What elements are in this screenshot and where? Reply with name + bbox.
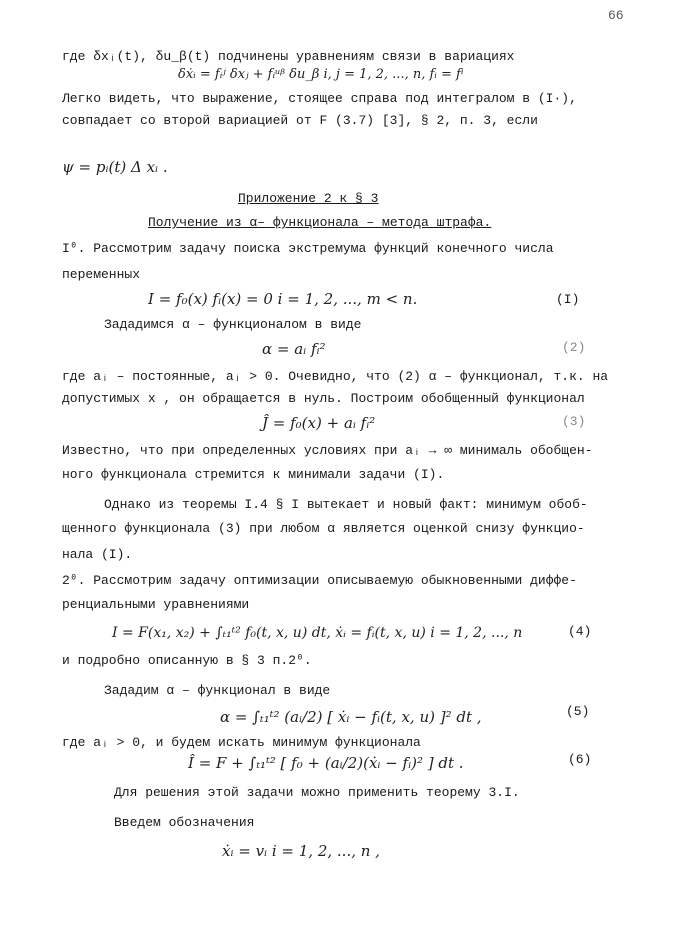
text-line-20: нала (I).	[62, 547, 133, 562]
text-line-29: Для решения этой задачи можно применить теорему 3.I.	[114, 785, 520, 800]
formula-6: Î = F + ∫ₜ₁ᵗ² [ f₀ + (aᵢ/2)(ẋᵢ − fᵢ)² ] dt .	[188, 754, 464, 772]
formula-4: I = F(x₁, x₂) + ∫ₜ₁ᵗ² f₀(t, x, u) dt, ẋᵢ = fᵢ(t, x, u) i = 1, 2, ..., n	[112, 625, 523, 641]
formula-2: α = aᵢ fᵢ²	[262, 340, 326, 358]
equation-number-3: (3)	[562, 414, 586, 429]
equation-number-5: (5)	[566, 704, 590, 719]
section-title: Приложение 2 к § 3	[238, 191, 379, 206]
equation-number-1: (I)	[556, 292, 580, 307]
text-line-9: переменных	[62, 267, 141, 282]
text-line-30: Введем обозначения	[114, 815, 255, 830]
equation-number-6: (6)	[568, 752, 592, 767]
text-line-16: Известно, что при определенных условиях при aᵢ → ∞ минималь обобщен-	[62, 443, 593, 458]
equation-number-2: (2)	[562, 340, 586, 355]
formula-psi: ψ = pᵢ(t) Δ xᵢ .	[62, 158, 168, 176]
formula-7: ẋᵢ = vᵢ i = 1, 2, ..., n ,	[222, 842, 380, 860]
section-subtitle: Получение из α– функционала – метода штрафа.	[148, 215, 492, 230]
text-line-1: где δxᵢ(t), δu_β(t) подчинены уравнениям связи в вариациях	[62, 49, 515, 64]
formula-1: I = f₀(x) fᵢ(x) = 0 i = 1, 2, ..., m < n.	[148, 290, 418, 308]
formula-3: Ĵ = f₀(x) + aᵢ fᵢ²	[262, 414, 376, 432]
text-line-25: Зададим α – функционал в виде	[104, 683, 331, 698]
text-line-17: ного функционала стремится к минимали задачи (I).	[62, 467, 445, 482]
text-line-18: Однако из теоремы I.4 § I вытекает и новый факт: минимум обоб-	[104, 497, 588, 512]
text-line-11: Зададимся α – функционалом в виде	[104, 317, 362, 332]
text-line-4: совпадает со второй вариацией от F (3.7) [3], § 2, п. 3, если	[62, 113, 538, 128]
text-line-8: I⁰. Рассмотрим задачу поиска экстремума функций конечного числа	[62, 241, 554, 256]
text-line-21: 2⁰. Рассмотрим задачу оптимизации описываемую обыкновенными диффе-	[62, 573, 577, 588]
text-line-14: допустимых x , он обращается в нуль. Построим обобщенный функционал	[62, 391, 585, 406]
formula-5: α = ∫ₜ₁ᵗ² (aᵢ/2) [ ẋᵢ − fᵢ(t, x, u) ]² dt ,	[220, 708, 482, 726]
text-line-19: щенного функционала (3) при любом α является оценкой снизу функцио-	[62, 521, 585, 536]
text-line-3: Легко видеть, что выражение, стоящее справа под интегралом в (I·),	[62, 91, 577, 106]
text-line-24: и подробно описанную в § 3 п.2⁰.	[62, 653, 312, 668]
text-line-22: ренциальными уравнениями	[62, 597, 250, 612]
text-line-27: где aᵢ > 0, и будем искать минимум функционала	[62, 735, 421, 750]
equation-number-4: (4)	[568, 624, 592, 639]
formula-variation-constraints: δẋᵢ = fᵢʲ δxⱼ + fᵢᵘᵝ δu_β i, j = 1, 2, ..., n, fᵢ = fⁱ	[178, 67, 464, 82]
page-number: 66	[608, 8, 624, 23]
text-line-13: где aᵢ – постоянные, aᵢ > 0. Очевидно, что (2) α – функционал, т.к. на	[62, 369, 609, 384]
